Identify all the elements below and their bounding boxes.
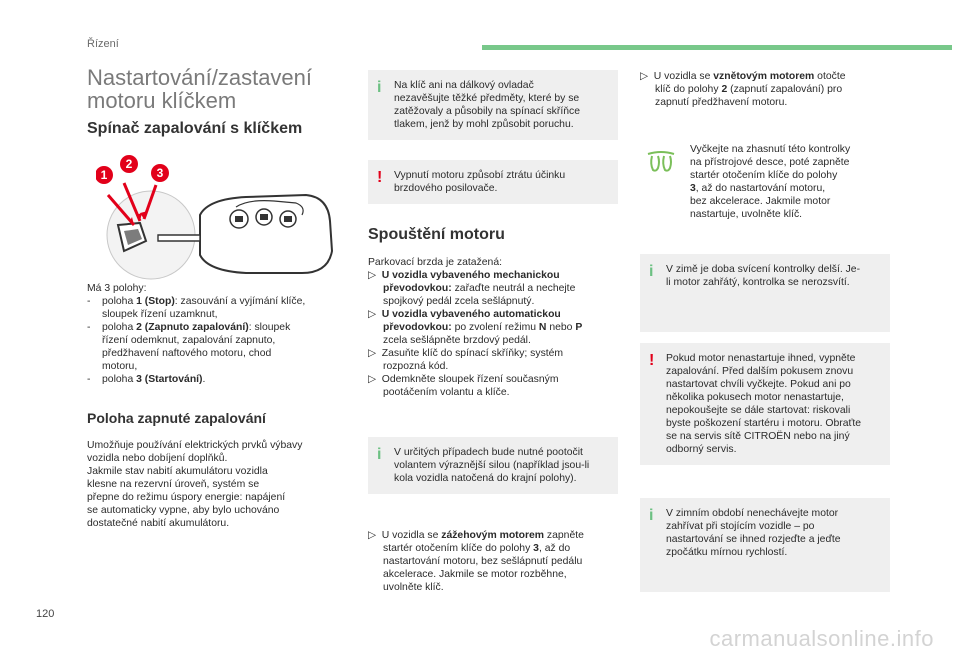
info-box-steering-force: i V určitých případech bude nutné pootočit volantem výraznější silou (například jsou-li kola vozidla natočená do krajní polohy). — [368, 437, 618, 494]
info-icon: i — [377, 79, 382, 96]
heading-engine-start: Spouštění motoru — [368, 226, 505, 243]
info-icon: i — [377, 446, 382, 463]
position-1: - poloha 1 (Stop): zasouvání a vyjímání klíče, — [87, 296, 306, 307]
bullet-arrow-icon: ▷ — [368, 270, 382, 281]
warning-box-failed-start: ! Pokud motor nenastartuje ihned, vypněte zapalování. Před dalším pokusem znovu nastartovat chvíli vyčkejte. Pokud ani po několika pokusech motor nenastartuje, nepokoušejte se dále startovat: riskovali byste poškození startéru i motoru. Obraťte se na servis sítě CITROËN nebo na jiný odborný servis. — [640, 343, 890, 465]
warning-icon: ! — [649, 352, 655, 369]
watermark: carmanualsonline.info — [709, 626, 934, 649]
warning-box-brake-servo: ! Vypnutí motoru způsobí ztrátu účinku brzdového posilovače. — [368, 160, 618, 204]
info-box-heavy-objects: i Na klíč ani na dálkový ovladač nezavěšujte těžké předměty, které by se zatěžovaly a působily na spínací skříňce tlakem, jenž by mohl způsobit poruchu. — [368, 70, 618, 140]
callout-2-badge — [120, 155, 138, 173]
bullet-arrow-icon: ▷ — [368, 348, 382, 359]
petrol-engine-instructions: ▷ U vozidla se zážehovým motorem zapněte startér otočením klíče do polohy 3, až do nastartování motoru, bez sešlápnutí pedálu akcelerace. Jakmile se motor rozběhne, uvolněte klíč. — [368, 530, 584, 593]
bullet-arrow-icon: ▷ — [368, 374, 382, 385]
diesel-engine-instructions: ▷ U vozidla se vznětovým motorem otočte klíč do polohy 2 (zapnutí zapalování) pro zapnutí předžhavení motoru. — [640, 71, 846, 108]
bullet-arrow-icon: ▷ — [640, 71, 654, 82]
ignition-key-illustration — [96, 155, 346, 280]
info-box-winter-warmup: i V zimním období nenechávejte motor zahřívat při stojícím vozidle – po nastartování se ihned rozjeďte a jeďte zpočátku mírnou rychlostí. — [640, 498, 890, 592]
warning-icon: ! — [377, 169, 383, 186]
page-title: Nastartování/zastavení motoru klíčkem — [87, 65, 313, 113]
info-icon: i — [649, 507, 654, 524]
glow-plug-instructions: Vyčkejte na zhasnutí této kontrolky na přístrojové desce, poté zapněte startér otočením klíče do polohy 3, až do nastartování motoru, bez akcelerace. Jakmile motor nastartuje, uvolněte klíč. — [690, 144, 851, 220]
callout-3-badge — [151, 164, 169, 182]
position-2: - poloha 2 (Zapnuto zapalování): sloupek — [87, 322, 291, 333]
heading-ignition-on: Poloha zapnuté zapalování — [87, 410, 266, 426]
info-icon: i — [649, 263, 654, 280]
section-label: Řízení — [87, 38, 119, 50]
heading-ignition-switch: Spínač zapalování s klíčkem — [87, 120, 303, 137]
bullet-arrow-icon: ▷ — [368, 530, 382, 541]
header-accent-bar — [482, 45, 952, 50]
position-3: - poloha 3 (Startování). — [87, 374, 206, 385]
info-box-winter-indicator: i V zimě je doba svícení kontrolky delší. Je- li motor zahřátý, kontrolka se nerozsvítí. — [640, 254, 890, 332]
start-procedure-list: Parkovací brzda je zatažená: ▷ U vozidla vybaveného mechanickou převodovkou: zařaďte neutrál a nechejte spojkový pedál zcela sešlápnutý. ▷ U vozidla vybaveného automatickou převodovkou: po zvolení režimu N nebo P zcela sešlápněte brzdový pedál. ▷ Zasuňte klíč do spínací skříňky; systém rozpozná kód. ▷ Odemkněte sloupek řízení současným pootáčením volantu a klíče. — [368, 257, 583, 398]
bullet-arrow-icon: ▷ — [368, 309, 382, 320]
svg-text:1: 1 — [100, 168, 108, 182]
svg-text:2: 2 — [125, 157, 133, 171]
positions-list: Má 3 polohy: - poloha 1 (Stop): zasouvání a vyjímání klíče, sloupek řízení uzamknut, - poloha 2 (Zapnuto zapalování): sloupek řízení odemknut, zapalování zapnuto, předžhavení naftového motoru, chod motoru, - poloha 3 (Startování). — [87, 282, 355, 386]
callout-1-badge — [96, 166, 113, 184]
glow-plug-icon — [646, 150, 676, 174]
svg-text:3: 3 — [156, 166, 164, 180]
ignition-on-paragraph: Umožňuje používání elektrických prvků výbavy vozidla nebo dobíjení doplňků. Jakmile stav nabití akumulátoru vozidla klesne na rezervní úroveň, systém se přepne do režimu úspory energie: napájení se automaticky vypne, aby bylo uchováno dostatečné nabití akumulátoru. — [87, 440, 303, 529]
page-number: 120 — [36, 608, 55, 620]
